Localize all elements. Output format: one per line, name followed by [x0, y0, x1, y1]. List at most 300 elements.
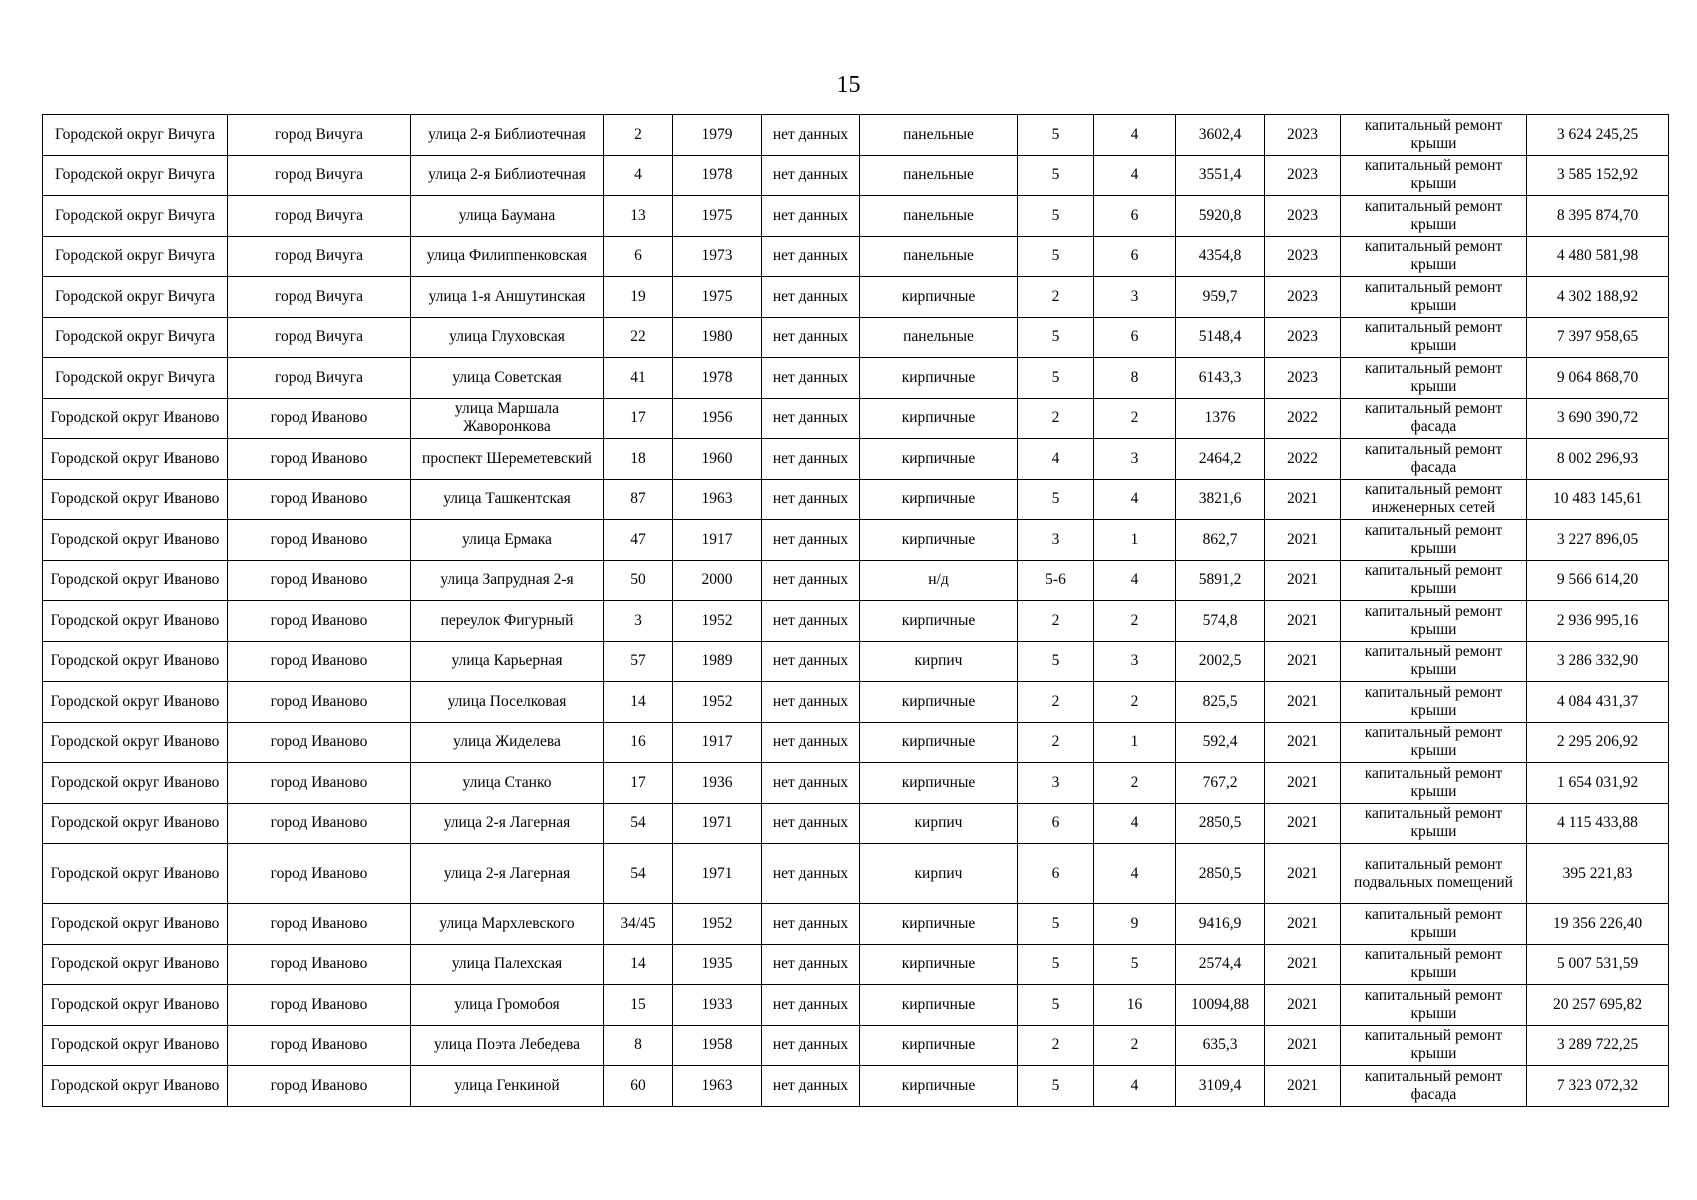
no-data-cell: нет данных — [762, 844, 860, 904]
municipality-cell: Городской округ Иваново — [43, 904, 228, 945]
house-number-cell: 15 — [604, 985, 673, 1026]
cost-cell: 19 356 226,40 — [1527, 904, 1669, 945]
no-data-cell: нет данных — [762, 763, 860, 804]
floors-cell: 5 — [1018, 641, 1094, 682]
floors-cell: 5 — [1018, 1066, 1094, 1107]
plan-year-cell: 2021 — [1265, 763, 1341, 804]
work-type-cell: капитальный ремонт крыши — [1341, 944, 1527, 985]
plan-year-cell: 2021 — [1265, 560, 1341, 601]
build-year-cell: 1971 — [673, 803, 762, 844]
entrances-cell: 3 — [1094, 277, 1176, 318]
plan-year-cell: 2021 — [1265, 479, 1341, 520]
no-data-cell: нет данных — [762, 155, 860, 196]
entrances-cell: 6 — [1094, 317, 1176, 358]
wall-material-cell: кирпичные — [860, 904, 1018, 945]
plan-year-cell: 2023 — [1265, 155, 1341, 196]
plan-year-cell: 2021 — [1265, 520, 1341, 561]
work-type-cell: капитальный ремонт крыши — [1341, 317, 1527, 358]
street-cell: улица Филиппенковская — [411, 236, 604, 277]
municipality-cell: Городской округ Иваново — [43, 1066, 228, 1107]
floors-cell: 5 — [1018, 236, 1094, 277]
street-cell: переулок Фигурный — [411, 601, 604, 642]
cost-cell: 10 483 145,61 — [1527, 479, 1669, 520]
municipality-cell: Городской округ Вичуга — [43, 155, 228, 196]
street-cell: улица Жиделева — [411, 722, 604, 763]
entrances-cell: 3 — [1094, 439, 1176, 480]
plan-year-cell: 2021 — [1265, 844, 1341, 904]
cost-cell: 2 295 206,92 — [1527, 722, 1669, 763]
build-year-cell: 1935 — [673, 944, 762, 985]
work-type-cell: капитальный ремонт крыши — [1341, 985, 1527, 1026]
cost-cell: 3 286 332,90 — [1527, 641, 1669, 682]
house-number-cell: 22 — [604, 317, 673, 358]
city-cell: город Вичуга — [228, 115, 411, 156]
table-row — [43, 317, 1669, 358]
house-number-cell: 2 — [604, 115, 673, 156]
city-cell: город Иваново — [228, 641, 411, 682]
house-number-cell: 54 — [604, 844, 673, 904]
table-row — [43, 844, 1669, 904]
municipality-cell: Городской округ Иваново — [43, 398, 228, 439]
floors-cell: 5 — [1018, 196, 1094, 237]
cost-cell: 5 007 531,59 — [1527, 944, 1669, 985]
work-type-cell: капитальный ремонт крыши — [1341, 763, 1527, 804]
work-type-cell: капитальный ремонт крыши — [1341, 560, 1527, 601]
cost-cell: 8 395 874,70 — [1527, 196, 1669, 237]
entrances-cell: 6 — [1094, 236, 1176, 277]
wall-material-cell: кирпичные — [860, 985, 1018, 1026]
work-type-cell: капитальный ремонт крыши — [1341, 520, 1527, 561]
area-cell: 10094,88 — [1176, 985, 1265, 1026]
work-type-cell: капитальный ремонт крыши — [1341, 682, 1527, 723]
plan-year-cell: 2023 — [1265, 358, 1341, 399]
street-cell: улица 2-я Библиотечная — [411, 115, 604, 156]
municipality-cell: Городской округ Иваново — [43, 803, 228, 844]
wall-material-cell: кирпичные — [860, 479, 1018, 520]
cost-cell: 8 002 296,93 — [1527, 439, 1669, 480]
floors-cell: 3 — [1018, 763, 1094, 804]
table-row — [43, 763, 1669, 804]
plan-year-cell: 2021 — [1265, 1025, 1341, 1066]
city-cell: город Иваново — [228, 560, 411, 601]
no-data-cell: нет данных — [762, 682, 860, 723]
entrances-cell: 2 — [1094, 763, 1176, 804]
floors-cell: 2 — [1018, 398, 1094, 439]
municipality-cell: Городской округ Иваново — [43, 601, 228, 642]
area-cell: 592,4 — [1176, 722, 1265, 763]
floors-cell: 2 — [1018, 682, 1094, 723]
work-type-cell: капитальный ремонт крыши — [1341, 358, 1527, 399]
floors-cell: 2 — [1018, 277, 1094, 318]
cost-cell: 4 480 581,98 — [1527, 236, 1669, 277]
work-type-cell: капитальный ремонт фасада — [1341, 439, 1527, 480]
plan-year-cell: 2022 — [1265, 439, 1341, 480]
build-year-cell: 1917 — [673, 520, 762, 561]
wall-material-cell: панельные — [860, 155, 1018, 196]
entrances-cell: 4 — [1094, 560, 1176, 601]
plan-year-cell: 2023 — [1265, 236, 1341, 277]
street-cell: улица Маршала Жаворонкова — [411, 398, 604, 439]
table-row — [43, 479, 1669, 520]
entrances-cell: 4 — [1094, 479, 1176, 520]
municipality-cell: Городской округ Иваново — [43, 520, 228, 561]
build-year-cell: 1952 — [673, 682, 762, 723]
wall-material-cell: кирпич — [860, 844, 1018, 904]
entrances-cell: 4 — [1094, 1066, 1176, 1107]
cost-cell: 3 624 245,25 — [1527, 115, 1669, 156]
table-row — [43, 1025, 1669, 1066]
area-cell: 2850,5 — [1176, 803, 1265, 844]
area-cell: 635,3 — [1176, 1025, 1265, 1066]
street-cell: улица 2-я Лагерная — [411, 803, 604, 844]
no-data-cell: нет данных — [762, 944, 860, 985]
city-cell: город Иваново — [228, 682, 411, 723]
area-cell: 2464,2 — [1176, 439, 1265, 480]
street-cell: улица Генкиной — [411, 1066, 604, 1107]
wall-material-cell: кирпич — [860, 641, 1018, 682]
work-type-cell: капитальный ремонт крыши — [1341, 601, 1527, 642]
build-year-cell: 1971 — [673, 844, 762, 904]
work-type-cell: капитальный ремонт крыши — [1341, 641, 1527, 682]
floors-cell: 3 — [1018, 520, 1094, 561]
build-year-cell: 1960 — [673, 439, 762, 480]
floors-cell: 5 — [1018, 944, 1094, 985]
city-cell: город Иваново — [228, 398, 411, 439]
floors-cell: 5 — [1018, 317, 1094, 358]
table-row — [43, 277, 1669, 318]
house-number-cell: 14 — [604, 944, 673, 985]
street-cell: улица Поселковая — [411, 682, 604, 723]
city-cell: город Вичуга — [228, 196, 411, 237]
wall-material-cell: кирпичные — [860, 601, 1018, 642]
no-data-cell: нет данных — [762, 115, 860, 156]
table-row — [43, 560, 1669, 601]
housing-repair-table — [42, 114, 1669, 1107]
work-type-cell: капитальный ремонт крыши — [1341, 277, 1527, 318]
work-type-cell: капитальный ремонт крыши — [1341, 904, 1527, 945]
cost-cell: 1 654 031,92 — [1527, 763, 1669, 804]
floors-cell: 5 — [1018, 985, 1094, 1026]
city-cell: город Вичуга — [228, 358, 411, 399]
city-cell: город Иваново — [228, 944, 411, 985]
build-year-cell: 1979 — [673, 115, 762, 156]
city-cell: город Иваново — [228, 1025, 411, 1066]
wall-material-cell: кирпичные — [860, 439, 1018, 480]
plan-year-cell: 2021 — [1265, 985, 1341, 1026]
table-body — [43, 115, 1669, 1107]
house-number-cell: 41 — [604, 358, 673, 399]
municipality-cell: Городской округ Иваново — [43, 985, 228, 1026]
floors-cell: 2 — [1018, 601, 1094, 642]
area-cell: 767,2 — [1176, 763, 1265, 804]
table-row — [43, 682, 1669, 723]
municipality-cell: Городской округ Вичуга — [43, 236, 228, 277]
build-year-cell: 1980 — [673, 317, 762, 358]
no-data-cell: нет данных — [762, 439, 860, 480]
house-number-cell: 14 — [604, 682, 673, 723]
area-cell: 5148,4 — [1176, 317, 1265, 358]
no-data-cell: нет данных — [762, 317, 860, 358]
build-year-cell: 1975 — [673, 196, 762, 237]
plan-year-cell: 2023 — [1265, 115, 1341, 156]
wall-material-cell: кирпичные — [860, 682, 1018, 723]
plan-year-cell: 2021 — [1265, 601, 1341, 642]
entrances-cell: 8 — [1094, 358, 1176, 399]
no-data-cell: нет данных — [762, 1025, 860, 1066]
municipality-cell: Городской округ Иваново — [43, 560, 228, 601]
city-cell: город Иваново — [228, 601, 411, 642]
entrances-cell: 9 — [1094, 904, 1176, 945]
build-year-cell: 1989 — [673, 641, 762, 682]
street-cell: улица Громобоя — [411, 985, 604, 1026]
municipality-cell: Городской округ Иваново — [43, 641, 228, 682]
area-cell: 3551,4 — [1176, 155, 1265, 196]
table-row — [43, 520, 1669, 561]
work-type-cell: капитальный ремонт крыши — [1341, 1025, 1527, 1066]
cost-cell: 7 397 958,65 — [1527, 317, 1669, 358]
floors-cell: 6 — [1018, 803, 1094, 844]
build-year-cell: 1978 — [673, 155, 762, 196]
build-year-cell: 1933 — [673, 985, 762, 1026]
build-year-cell: 1973 — [673, 236, 762, 277]
entrances-cell: 4 — [1094, 115, 1176, 156]
house-number-cell: 47 — [604, 520, 673, 561]
city-cell: город Иваново — [228, 904, 411, 945]
house-number-cell: 8 — [604, 1025, 673, 1066]
house-number-cell: 50 — [604, 560, 673, 601]
entrances-cell: 4 — [1094, 844, 1176, 904]
plan-year-cell: 2023 — [1265, 277, 1341, 318]
street-cell: улица 2-я Библиотечная — [411, 155, 604, 196]
entrances-cell: 1 — [1094, 722, 1176, 763]
entrances-cell: 5 — [1094, 944, 1176, 985]
table-row — [43, 985, 1669, 1026]
wall-material-cell: панельные — [860, 196, 1018, 237]
street-cell: улица Карьерная — [411, 641, 604, 682]
entrances-cell: 1 — [1094, 520, 1176, 561]
cost-cell: 3 585 152,92 — [1527, 155, 1669, 196]
area-cell: 3821,6 — [1176, 479, 1265, 520]
house-number-cell: 16 — [604, 722, 673, 763]
no-data-cell: нет данных — [762, 196, 860, 237]
wall-material-cell: кирпичные — [860, 398, 1018, 439]
table-row — [43, 904, 1669, 945]
wall-material-cell: панельные — [860, 236, 1018, 277]
area-cell: 5891,2 — [1176, 560, 1265, 601]
city-cell: город Иваново — [228, 520, 411, 561]
table-row — [43, 641, 1669, 682]
work-type-cell: капитальный ремонт крыши — [1341, 236, 1527, 277]
municipality-cell: Городской округ Вичуга — [43, 277, 228, 318]
floors-cell: 5-6 — [1018, 560, 1094, 601]
no-data-cell: нет данных — [762, 398, 860, 439]
street-cell: улица Палехская — [411, 944, 604, 985]
no-data-cell: нет данных — [762, 236, 860, 277]
street-cell: улица Запрудная 2-я — [411, 560, 604, 601]
floors-cell: 5 — [1018, 115, 1094, 156]
table-row — [43, 439, 1669, 480]
cost-cell: 9 566 614,20 — [1527, 560, 1669, 601]
work-type-cell: капитальный ремонт подвальных помещений — [1341, 844, 1527, 904]
city-cell: город Иваново — [228, 985, 411, 1026]
street-cell: улица Глуховская — [411, 317, 604, 358]
house-number-cell: 87 — [604, 479, 673, 520]
house-number-cell: 19 — [604, 277, 673, 318]
table-row — [43, 358, 1669, 399]
area-cell: 3602,4 — [1176, 115, 1265, 156]
wall-material-cell: кирпичные — [860, 1066, 1018, 1107]
page-number: 15 — [836, 72, 861, 98]
city-cell: город Вичуга — [228, 236, 411, 277]
work-type-cell: капитальный ремонт крыши — [1341, 803, 1527, 844]
table-row — [43, 803, 1669, 844]
floors-cell: 2 — [1018, 722, 1094, 763]
municipality-cell: Городской округ Иваново — [43, 844, 228, 904]
plan-year-cell: 2021 — [1265, 904, 1341, 945]
no-data-cell: нет данных — [762, 277, 860, 318]
house-number-cell: 60 — [604, 1066, 673, 1107]
area-cell: 2850,5 — [1176, 844, 1265, 904]
house-number-cell: 4 — [604, 155, 673, 196]
plan-year-cell: 2021 — [1265, 803, 1341, 844]
wall-material-cell: кирпичные — [860, 277, 1018, 318]
cost-cell: 395 221,83 — [1527, 844, 1669, 904]
wall-material-cell: панельные — [860, 115, 1018, 156]
area-cell: 825,5 — [1176, 682, 1265, 723]
municipality-cell: Городской округ Вичуга — [43, 317, 228, 358]
wall-material-cell: кирпичные — [860, 722, 1018, 763]
floors-cell: 5 — [1018, 358, 1094, 399]
work-type-cell: капитальный ремонт крыши — [1341, 196, 1527, 237]
wall-material-cell: кирпичные — [860, 1025, 1018, 1066]
wall-material-cell: кирпичные — [860, 520, 1018, 561]
plan-year-cell: 2022 — [1265, 398, 1341, 439]
municipality-cell: Городской округ Иваново — [43, 722, 228, 763]
plan-year-cell: 2021 — [1265, 641, 1341, 682]
entrances-cell: 2 — [1094, 601, 1176, 642]
wall-material-cell: кирпичные — [860, 763, 1018, 804]
build-year-cell: 1917 — [673, 722, 762, 763]
table-row — [43, 944, 1669, 985]
municipality-cell: Городской округ Иваново — [43, 1025, 228, 1066]
cost-cell: 7 323 072,32 — [1527, 1066, 1669, 1107]
wall-material-cell: н/д — [860, 560, 1018, 601]
area-cell: 1376 — [1176, 398, 1265, 439]
entrances-cell: 6 — [1094, 196, 1176, 237]
no-data-cell: нет данных — [762, 985, 860, 1026]
floors-cell: 6 — [1018, 844, 1094, 904]
no-data-cell: нет данных — [762, 358, 860, 399]
work-type-cell: капитальный ремонт крыши — [1341, 155, 1527, 196]
build-year-cell: 1952 — [673, 904, 762, 945]
city-cell: город Иваново — [228, 844, 411, 904]
entrances-cell: 4 — [1094, 155, 1176, 196]
area-cell: 959,7 — [1176, 277, 1265, 318]
street-cell: проспект Шереметевский — [411, 439, 604, 480]
municipality-cell: Городской округ Иваново — [43, 682, 228, 723]
cost-cell: 4 084 431,37 — [1527, 682, 1669, 723]
street-cell: улица Баумана — [411, 196, 604, 237]
cost-cell: 4 115 433,88 — [1527, 803, 1669, 844]
municipality-cell: Городской округ Вичуга — [43, 196, 228, 237]
area-cell: 6143,3 — [1176, 358, 1265, 399]
plan-year-cell: 2021 — [1265, 944, 1341, 985]
wall-material-cell: кирпич — [860, 803, 1018, 844]
floors-cell: 5 — [1018, 904, 1094, 945]
table-row — [43, 155, 1669, 196]
cost-cell: 9 064 868,70 — [1527, 358, 1669, 399]
area-cell: 3109,4 — [1176, 1066, 1265, 1107]
table-row — [43, 236, 1669, 277]
work-type-cell: капитальный ремонт инженерных сетей — [1341, 479, 1527, 520]
area-cell: 574,8 — [1176, 601, 1265, 642]
city-cell: город Вичуга — [228, 317, 411, 358]
no-data-cell: нет данных — [762, 560, 860, 601]
build-year-cell: 1936 — [673, 763, 762, 804]
house-number-cell: 6 — [604, 236, 673, 277]
area-cell: 862,7 — [1176, 520, 1265, 561]
municipality-cell: Городской округ Иваново — [43, 944, 228, 985]
build-year-cell: 1958 — [673, 1025, 762, 1066]
wall-material-cell: панельные — [860, 317, 1018, 358]
city-cell: город Иваново — [228, 722, 411, 763]
entrances-cell: 2 — [1094, 1025, 1176, 1066]
work-type-cell: капитальный ремонт фасада — [1341, 398, 1527, 439]
area-cell: 4354,8 — [1176, 236, 1265, 277]
no-data-cell: нет данных — [762, 641, 860, 682]
city-cell: город Иваново — [228, 439, 411, 480]
house-number-cell: 54 — [604, 803, 673, 844]
table-row — [43, 115, 1669, 156]
street-cell: улица Советская — [411, 358, 604, 399]
city-cell: город Вичуга — [228, 155, 411, 196]
house-number-cell: 17 — [604, 763, 673, 804]
build-year-cell: 1952 — [673, 601, 762, 642]
no-data-cell: нет данных — [762, 1066, 860, 1107]
street-cell: улица 2-я Лагерная — [411, 844, 604, 904]
floors-cell: 4 — [1018, 439, 1094, 480]
table-row — [43, 601, 1669, 642]
no-data-cell: нет данных — [762, 520, 860, 561]
plan-year-cell: 2021 — [1265, 1066, 1341, 1107]
build-year-cell: 1978 — [673, 358, 762, 399]
house-number-cell: 13 — [604, 196, 673, 237]
floors-cell: 2 — [1018, 1025, 1094, 1066]
area-cell: 2002,5 — [1176, 641, 1265, 682]
city-cell: город Вичуга — [228, 277, 411, 318]
wall-material-cell: кирпичные — [860, 358, 1018, 399]
no-data-cell: нет данных — [762, 722, 860, 763]
plan-year-cell: 2023 — [1265, 317, 1341, 358]
entrances-cell: 4 — [1094, 803, 1176, 844]
cost-cell: 4 302 188,92 — [1527, 277, 1669, 318]
city-cell: город Иваново — [228, 479, 411, 520]
no-data-cell: нет данных — [762, 803, 860, 844]
cost-cell: 2 936 995,16 — [1527, 601, 1669, 642]
house-number-cell: 34/45 — [604, 904, 673, 945]
municipality-cell: Городской округ Вичуга — [43, 358, 228, 399]
cost-cell: 20 257 695,82 — [1527, 985, 1669, 1026]
street-cell: улица 1-я Аншутинская — [411, 277, 604, 318]
entrances-cell: 2 — [1094, 398, 1176, 439]
entrances-cell: 3 — [1094, 641, 1176, 682]
house-number-cell: 17 — [604, 398, 673, 439]
municipality-cell: Городской округ Иваново — [43, 479, 228, 520]
house-number-cell: 57 — [604, 641, 673, 682]
entrances-cell: 2 — [1094, 682, 1176, 723]
cost-cell: 3 227 896,05 — [1527, 520, 1669, 561]
table-row — [43, 1066, 1669, 1107]
